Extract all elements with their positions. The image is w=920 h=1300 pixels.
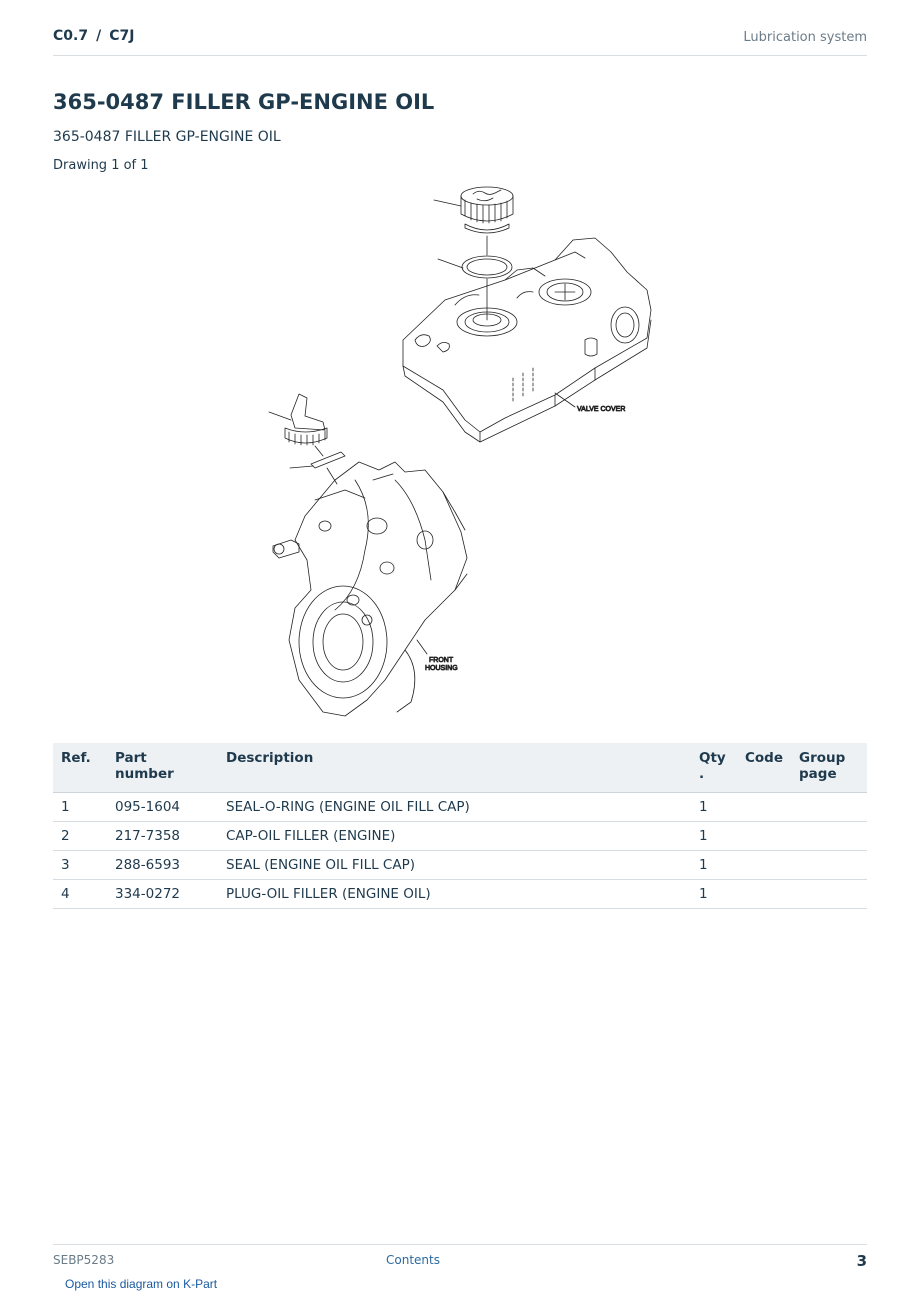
cell-ref: 4: [53, 880, 107, 909]
table-row: [53, 793, 867, 822]
cell-description: PLUG-OIL FILLER (ENGINE OIL): [218, 880, 691, 909]
table-row: [53, 880, 867, 909]
qty-header-line2: .: [699, 766, 705, 782]
parts-table: [53, 743, 867, 909]
document-id: SEBP5283: [53, 1253, 115, 1267]
cell-code: [737, 793, 791, 822]
cell-part-number[interactable]: 288-6593: [107, 851, 218, 880]
page-subtitle: 365-0487 FILLER GP-ENGINE OIL: [53, 129, 281, 145]
page-title: 365-0487 FILLER GP-ENGINE OIL: [53, 90, 435, 114]
page-number: 3: [856, 1252, 867, 1270]
qty-header-line1: Qty: [699, 750, 726, 766]
cell-group-page: [791, 880, 867, 909]
cell-qty: 1: [691, 880, 737, 909]
seal-drawing: [290, 452, 345, 484]
cell-group-page: [791, 822, 867, 851]
cell-ref: 2: [53, 822, 107, 851]
cell-code: [737, 880, 791, 909]
table-row: [53, 851, 867, 880]
cell-part-number[interactable]: 095-1604: [107, 793, 218, 822]
column-header-group-page: [791, 743, 867, 793]
cell-group-page: [791, 851, 867, 880]
contents-link[interactable]: Contents: [386, 1253, 440, 1267]
oil-filler-cap-drawing: [434, 187, 513, 255]
oil-filler-plug-drawing: [269, 394, 327, 456]
cell-group-page: [791, 793, 867, 822]
cell-qty: 1: [691, 793, 737, 822]
front-housing-drawing: [273, 462, 467, 716]
table-row: [53, 822, 867, 851]
callout-valve-cover: VALVE COVER: [577, 406, 626, 413]
cell-description: CAP-OIL FILLER (ENGINE): [218, 822, 691, 851]
page-header: [53, 28, 867, 56]
breadcrumb: [53, 28, 134, 44]
section-name: Lubrication system: [743, 30, 867, 45]
cell-ref: 1: [53, 793, 107, 822]
cell-qty: 1: [691, 822, 737, 851]
cell-description: SEAL-O-RING (ENGINE OIL FILL CAP): [218, 793, 691, 822]
cell-code: [737, 822, 791, 851]
cell-qty: 1: [691, 851, 737, 880]
open-diagram-kpart-link[interactable]: Open this diagram on K-Part: [65, 1277, 218, 1291]
column-header-description: Description: [218, 743, 691, 793]
column-header-part-number: Part number: [107, 743, 218, 793]
callout-front-housing-line1: FRONT: [429, 657, 454, 664]
column-header-ref: Ref.: [53, 743, 107, 793]
o-ring-drawing: [438, 256, 512, 320]
cell-code: [737, 851, 791, 880]
breadcrumb-separator: /: [96, 28, 102, 44]
group-page-header-line1: Group: [799, 750, 846, 766]
parts-diagram[interactable]: [255, 180, 665, 725]
footer-divider: [53, 1244, 867, 1245]
breadcrumb-item-serial[interactable]: C7J: [109, 28, 135, 44]
callout-front-housing-line2: HOUSING: [425, 665, 458, 672]
column-header-qty: [691, 743, 737, 793]
group-page-header-line2: page: [799, 766, 837, 782]
cell-part-number[interactable]: 217-7358: [107, 822, 218, 851]
table-header-row: [53, 743, 867, 793]
cell-ref: 3: [53, 851, 107, 880]
cell-part-number[interactable]: 334-0272: [107, 880, 218, 909]
cell-description: SEAL (ENGINE OIL FILL CAP): [218, 851, 691, 880]
drawing-label: Drawing 1 of 1: [53, 158, 149, 173]
breadcrumb-item-model[interactable]: C0.7: [53, 28, 89, 44]
column-header-code: Code: [737, 743, 791, 793]
